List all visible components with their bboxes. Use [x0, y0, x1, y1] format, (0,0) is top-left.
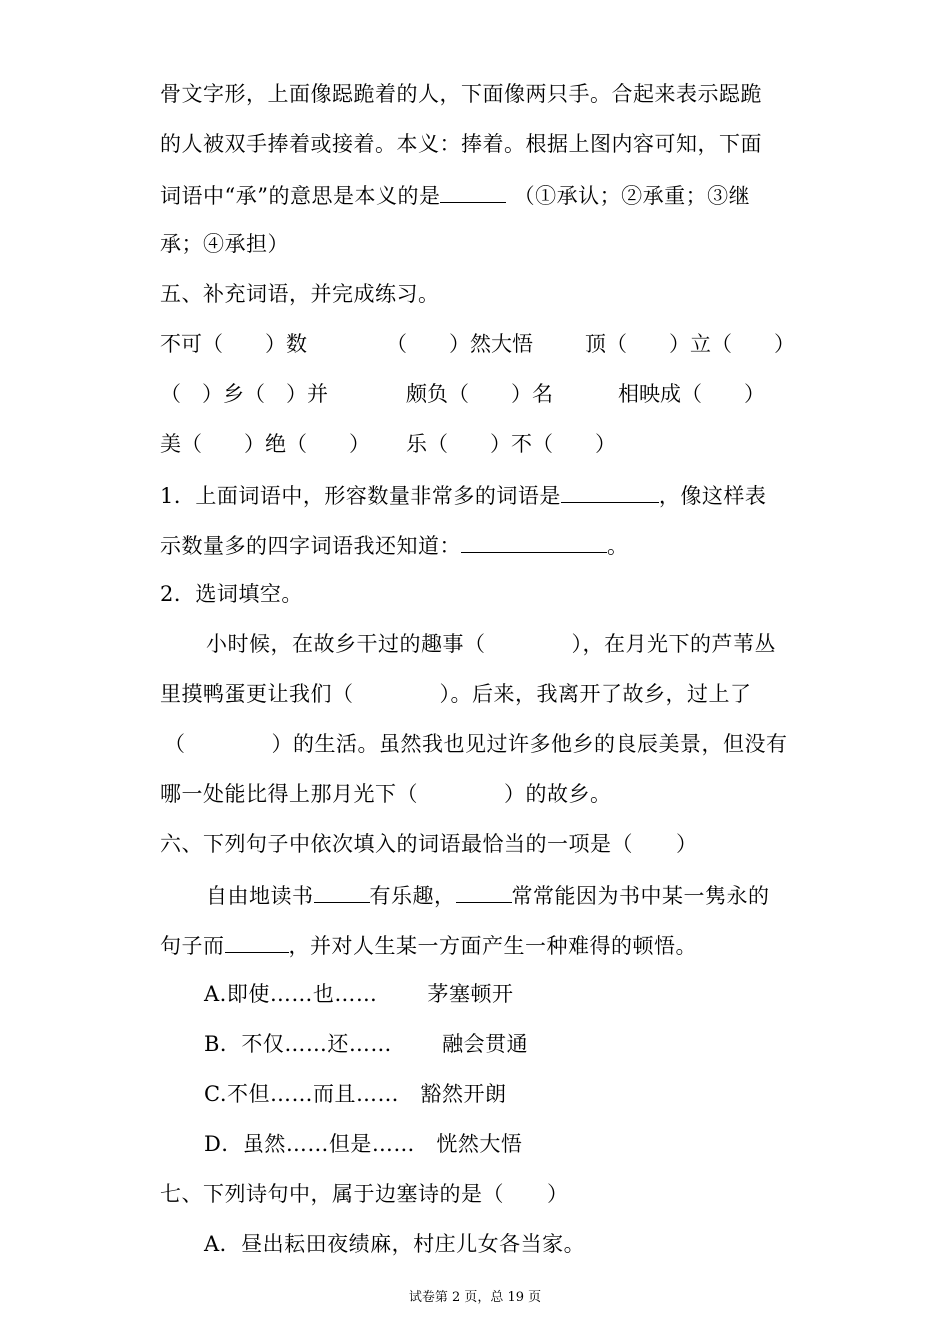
page-footer: 试卷第 2 页，总 19 页	[408, 1290, 542, 1305]
q5-sub1-blank-1[interactable]	[561, 480, 659, 503]
q6-text-4: 句子而	[160, 934, 225, 958]
q4-line3-options: （①承认；②承重；③继	[506, 184, 751, 208]
q6-title: 六、下列句子中依次填入的词语最恰当的一项是（ ）	[160, 832, 698, 856]
q6-text-1: 自由地读书	[206, 884, 314, 908]
q6-sentence-line-1	[206, 880, 800, 910]
q6-blank-3[interactable]	[225, 930, 289, 953]
q5-sub1-line-1	[160, 480, 800, 510]
q6-option-d[interactable]: D．虽然……但是…… 恍然大悟	[204, 1132, 523, 1156]
q5-sub1-text-2: 示数量多的四字词语我还知道：	[160, 534, 461, 558]
q6-text-5: ，并对人生某一方面产生一种难得的顿悟。	[288, 934, 697, 958]
q4-line3-text: 词语中“承”的意思是本义的是	[160, 184, 441, 208]
q5-idiom-2: （ ）然大悟	[386, 332, 533, 356]
q6-blank-1[interactable]	[314, 880, 370, 903]
q5-idiom-7: 美（ ）绝（ ）	[160, 432, 370, 456]
q7-option-a[interactable]: A．昼出耘田夜绩麻，村庄儿女各当家。	[204, 1232, 586, 1256]
q5-passage-line-2: 里摸鸭蛋更让我们（ ）。后来，我离开了故乡，过上了	[160, 682, 752, 706]
q5-sub1-line-2	[160, 530, 800, 560]
q6-text-2: 有乐趣，	[369, 884, 456, 908]
q4-text-line-2: 的人被双手捧着或接着。本义：捧着。根据上图内容可知，下面	[160, 132, 762, 156]
q6-sentence-line-2	[160, 930, 800, 960]
q4-answer-blank[interactable]	[440, 180, 506, 203]
q5-sub1-blank-2[interactable]	[461, 530, 607, 553]
q5-passage-line-1: 小时候，在故乡干过的趣事（ ），在月光下的芦苇丛	[206, 632, 776, 656]
q5-sub1-text-post: ，像这样表	[658, 484, 767, 508]
q5-title: 五、补充词语，并完成练习。	[160, 282, 440, 306]
q5-passage-line-4: 哪一处能比得上那月光下（ ）的故乡。	[160, 782, 612, 806]
q5-idiom-6: 相映成（ ）	[618, 382, 765, 406]
q5-sub2-title: 2．选词填空。	[160, 582, 303, 606]
q4-text-line-3	[160, 180, 800, 210]
q6-blank-2[interactable]	[456, 880, 512, 903]
q5-sub1-text: 1．上面词语中，形容数量非常多的词语是	[160, 484, 561, 508]
q5-sub1-period: 。	[607, 534, 629, 558]
q7-title: 七、下列诗句中，属于边塞诗的是（ ）	[160, 1182, 569, 1206]
q5-idiom-4: （ ）乡（ ）并	[160, 382, 328, 406]
q4-text-line-1: 骨文字形，上面像跽跪着的人，下面像两只手。合起来表示跽跪	[160, 82, 762, 106]
q5-passage-line-3: （ ）的生活。虽然我也见过许多他乡的良辰美景，但没有	[164, 732, 788, 756]
q6-option-a[interactable]: A.即使……也…… 茅塞顿开	[204, 982, 514, 1006]
q6-option-c[interactable]: C.不但……而且…… 豁然开朗	[204, 1082, 507, 1106]
q5-idiom-3: 顶（ ）立（ ）	[585, 332, 795, 356]
q4-text-line-4: 承；④承担）	[160, 232, 289, 256]
q5-idiom-1: 不可（ ）数	[160, 332, 307, 356]
q5-idiom-8: 乐（ ）不（ ）	[406, 432, 616, 456]
q5-idiom-5: 颇负（ ）名	[406, 382, 553, 406]
q6-option-b[interactable]: B．不仅……还…… 融会贯通	[204, 1032, 529, 1056]
q6-text-3: 常常能因为书中某一隽永的	[511, 884, 770, 908]
